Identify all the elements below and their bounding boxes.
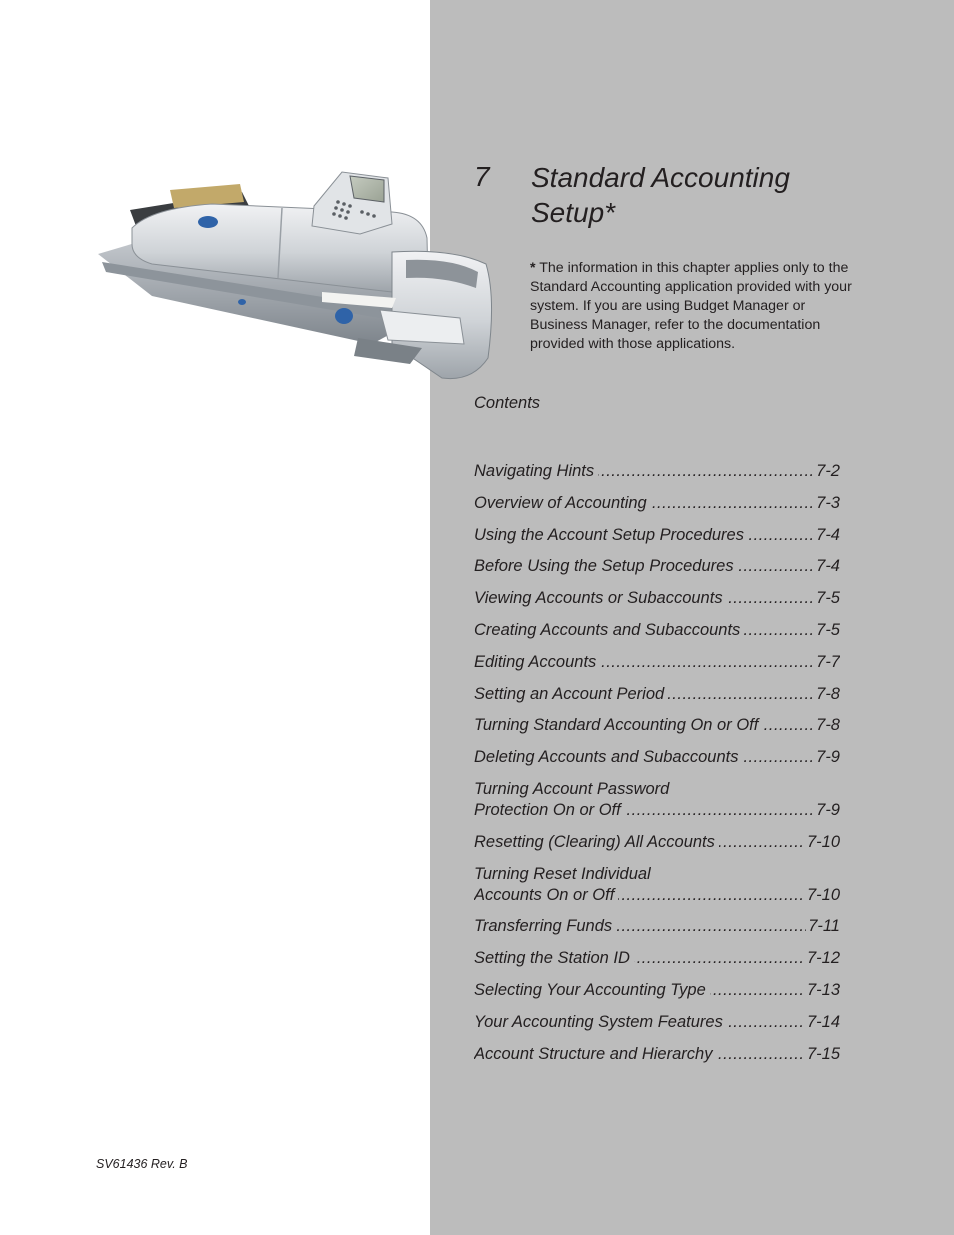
toc-entry-title: Using the Account Setup Procedures: [474, 526, 748, 544]
toc-entry[interactable]: [474, 916, 840, 937]
document-id-footer: SV61436 Rev. B: [96, 1157, 188, 1171]
toc-entry-line: [474, 715, 840, 736]
note-asterisk: *: [530, 260, 536, 276]
toc-entry-title: Resetting (Clearing) All Accounts: [474, 833, 719, 851]
toc-entry-title: Turning Standard Accounting On or Off: [474, 716, 762, 734]
toc-entry[interactable]: [474, 948, 840, 969]
toc-entry[interactable]: [474, 980, 840, 1001]
toc-entry-page: 7-9: [816, 748, 840, 767]
toc-entry-line: [474, 684, 840, 705]
mailing-machine-image: [92, 168, 512, 388]
toc-entry-title: Protection On or Off: [474, 801, 625, 819]
toc-entry-title: Before Using the Setup Procedures: [474, 557, 738, 575]
toc-entry-page: 7-15: [806, 1044, 840, 1063]
toc-entry-page: 7-7: [816, 652, 840, 671]
toc-entry-line: [474, 885, 840, 906]
toc-entry-line: [474, 1044, 840, 1065]
toc-entry-line: [474, 980, 840, 1001]
toc-entry-page: 7-8: [816, 716, 840, 735]
toc-entry-page: 7-2: [816, 462, 840, 480]
toc-entry[interactable]: [474, 779, 840, 821]
toc-entry-page: 7-4: [816, 525, 840, 544]
toc-entry-title: Navigating Hints: [474, 462, 598, 480]
table-of-contents: [474, 461, 840, 1075]
chapter-note: [530, 259, 860, 354]
toc-entry-page: 7-10: [806, 885, 840, 904]
toc-entry-title: Accounts On or Off: [474, 886, 618, 904]
toc-entry[interactable]: [474, 684, 840, 705]
toc-entry-page: 7-8: [816, 684, 840, 703]
toc-entry-page: 7-12: [806, 949, 840, 968]
toc-entry-line: [474, 461, 840, 482]
toc-entry[interactable]: [474, 461, 840, 482]
toc-entry-title: Selecting Your Accounting Type: [474, 981, 710, 999]
toc-entry-page: 7-9: [816, 800, 840, 819]
note-text: The information in this chapter applies only to the Standard Accounting application provided with your system. If you are using Budget Manager or Business Manager, refer to the documentation provided with those applications.: [530, 260, 852, 352]
toc-entry-title-line1: Turning Account Password: [474, 779, 670, 798]
toc-entry[interactable]: [474, 588, 840, 609]
toc-entry-line: [474, 556, 840, 577]
chapter-title-line1: Standard Accounting: [531, 162, 790, 193]
toc-entry-line: [474, 747, 840, 768]
chapter-title: [531, 160, 861, 230]
toc-entry-page: 7-13: [806, 980, 840, 999]
toc-entry[interactable]: [474, 832, 840, 853]
contents-heading: Contents: [474, 394, 541, 412]
toc-entry-title: Overview of Accounting: [474, 494, 651, 512]
toc-entry-page: 7-10: [806, 832, 840, 851]
toc-entry-title: Transferring Funds: [474, 917, 616, 935]
chapter-title-line2: Setup*: [531, 197, 616, 228]
toc-entry-page: 7-11: [808, 917, 840, 936]
toc-entry-line: [474, 832, 840, 853]
toc-entry-title-line1: Turning Reset Individual: [474, 864, 651, 883]
toc-entry-title: Creating Accounts and Subaccounts: [474, 621, 744, 639]
toc-entry-title: Editing Accounts: [474, 653, 600, 671]
toc-entry-line: [474, 493, 840, 514]
toc-entry-page: 7-14: [806, 1012, 840, 1031]
toc-entry[interactable]: [474, 525, 840, 546]
toc-entry[interactable]: [474, 864, 840, 906]
toc-entry-page: 7-4: [816, 557, 840, 576]
toc-entry-line: [474, 948, 840, 969]
toc-entry[interactable]: [474, 1012, 840, 1033]
toc-entry-line: [474, 800, 840, 821]
toc-entry-line: [474, 916, 840, 937]
toc-entry-title: Setting the Station ID: [474, 949, 634, 967]
toc-entry-title: Deleting Accounts and Subaccounts: [474, 748, 742, 766]
toc-entry[interactable]: [474, 620, 840, 641]
toc-entry-line: [474, 620, 840, 641]
toc-entry-title: Viewing Accounts or Subaccounts: [474, 589, 727, 607]
toc-entry[interactable]: [474, 715, 840, 736]
toc-entry-title: Account Structure and Hierarchy: [474, 1045, 716, 1063]
toc-entry-title: Setting an Account Period: [474, 685, 668, 703]
toc-entry[interactable]: [474, 493, 840, 514]
toc-entry[interactable]: [474, 556, 840, 577]
toc-entry[interactable]: [474, 747, 840, 768]
toc-entry[interactable]: [474, 652, 840, 673]
toc-entry-title: Your Accounting System Features: [474, 1013, 727, 1031]
chapter-number: 7: [474, 161, 490, 192]
toc-entry[interactable]: [474, 1044, 840, 1065]
toc-entry-page: 7-5: [816, 589, 840, 608]
toc-entry-line: [474, 1012, 840, 1033]
toc-entry-page: 7-3: [816, 493, 840, 512]
toc-entry-line: [474, 652, 840, 673]
toc-entry-line: [474, 525, 840, 546]
toc-entry-page: 7-5: [816, 620, 840, 639]
toc-entry-line: [474, 588, 840, 609]
